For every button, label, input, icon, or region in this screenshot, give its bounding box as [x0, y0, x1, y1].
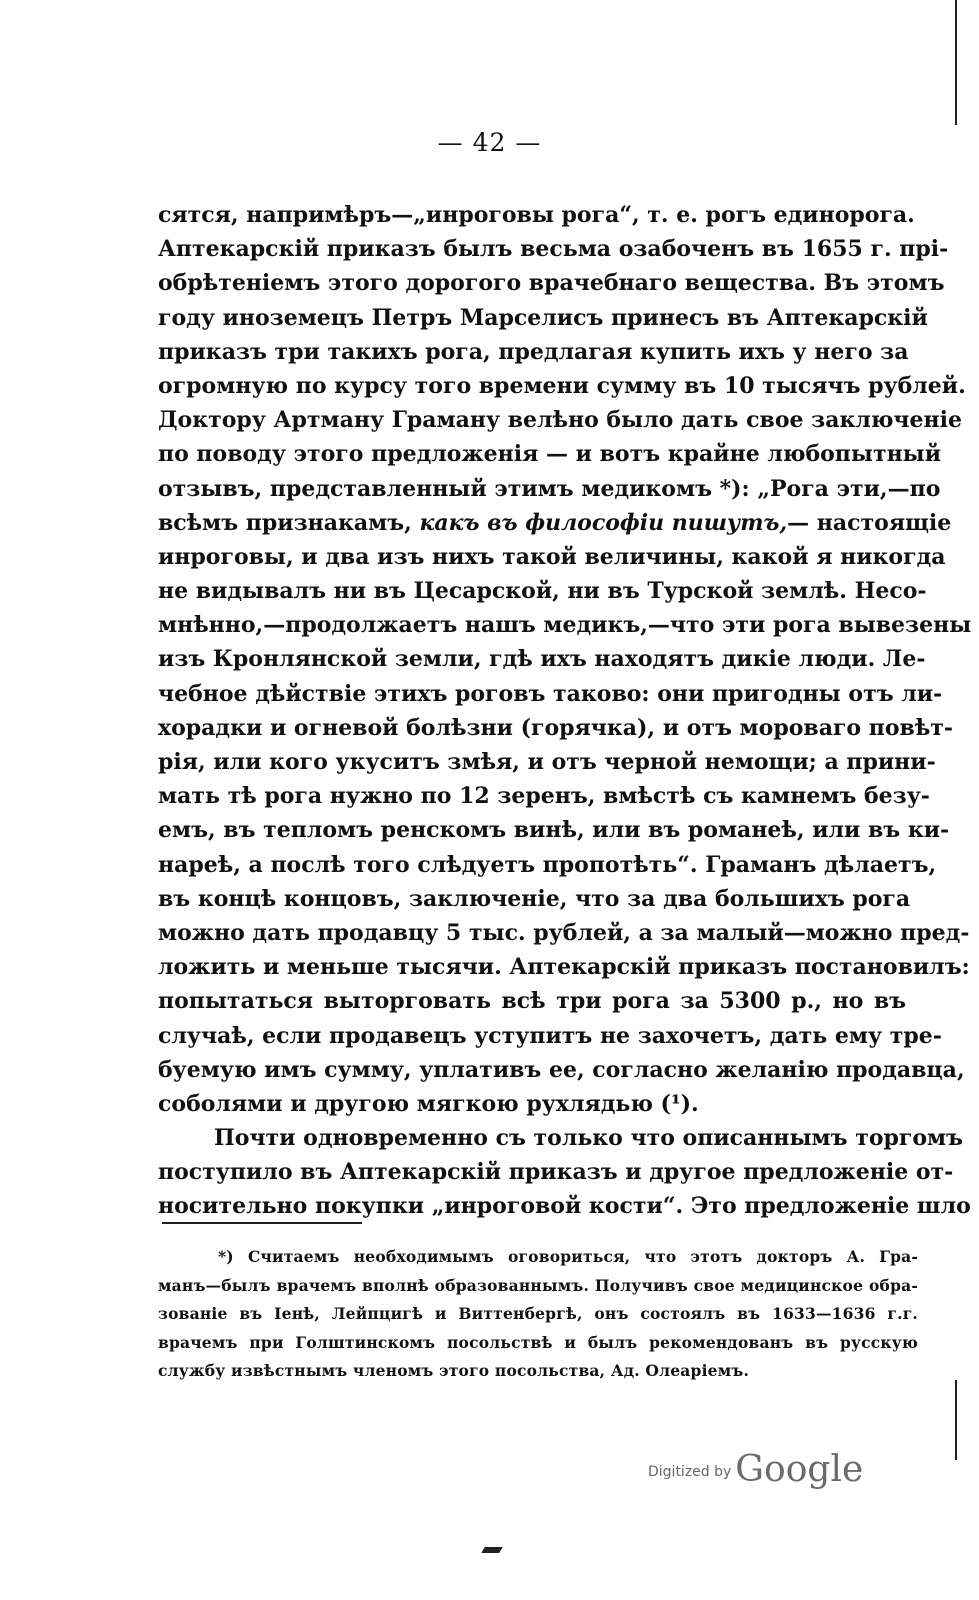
footnote-line: манъ—былъ врачемъ вполнѣ образованнымъ. Получивъ свое медицинское обра- — [158, 1275, 918, 1295]
text-line: году иноземецъ Петръ Марселисъ принесъ въ Аптекарскій — [158, 304, 928, 331]
text-line: чебное дѣйствіе этихъ роговъ таково: они пригодны отъ ли- — [158, 680, 943, 707]
text-line: ложить и меньше тысячи. Аптекарскій приказъ постановилъ: — [158, 954, 970, 981]
footnote-line: врачемъ при Голштинскомъ посольствѣ и былъ рекомендованъ въ русскую — [158, 1332, 918, 1352]
text-line: по поводу этого предложенія — и вотъ крайне любопытный — [158, 441, 942, 468]
text-line: Доктору Артману Граману велѣно было дать свое заключеніе — [158, 407, 962, 434]
text-line: рія, или кого укуситъ змѣя, и отъ черной немощи; а прини- — [158, 749, 936, 775]
footnote-line: *) Считаемъ необходимымъ оговориться, что этотъ докторъ А. Гра- — [218, 1247, 918, 1266]
text-line: хорадки и огневой болѣзни (горячка), и отъ мороваго повѣт- — [158, 714, 954, 741]
text-segment: всѣмъ признакамъ, — [158, 509, 420, 536]
text-line: приказъ три такихъ рога, предлагая купить ихъ у него за — [158, 338, 909, 365]
italic-phrase: какъ въ философіи пишутъ, — [419, 509, 788, 536]
footnote-line: зованіе въ Іенѣ, Лейпцигѣ и Виттенбергѣ, онъ состоялъ въ 1633—1636 г.г. — [158, 1304, 918, 1323]
text-line: носительно покупки „инроговой кости“. Это предложеніе шло — [158, 1193, 971, 1220]
text-line: поступило въ Аптекарскій приказъ и другое предложеніе от- — [158, 1159, 954, 1186]
text-line: мнѣнно,—продолжаетъ нашъ медикъ,—что эти рога вывезены — [158, 612, 972, 639]
scan-edge-line — [955, 0, 957, 125]
text-line: въ концѣ концовъ, заключеніе, что за два большихъ рога — [158, 885, 911, 912]
text-line: емъ, въ тепломъ ренскомъ винѣ, или въ романеѣ, или въ ки- — [158, 817, 950, 844]
page-number: — 42 — — [437, 128, 542, 157]
text-line: соболями и другою мягкою рухлядью (¹). — [158, 1090, 699, 1117]
digitized-by-google-watermark — [648, 1438, 863, 1488]
footnote-rule — [162, 1222, 362, 1224]
text-line: попытаться выторговать всѣ три рога за 5300 р., но въ — [158, 988, 906, 1015]
watermark-prefix: Digitized by — [648, 1464, 732, 1480]
text-line: мать тѣ рога нужно по 12 зеренъ, вмѣстѣ съ камнемъ безу- — [158, 783, 930, 810]
text-line — [158, 506, 952, 540]
text-line: можно дать продавцу 5 тыс. рублей, а за малый—можно пред- — [158, 919, 970, 946]
text-line: изъ Кронлянской земли, гдѣ ихъ находятъ дикіе люди. Ле- — [158, 646, 926, 673]
text-line: обрѣтеніемъ этого дорогого врачебнаго вещества. Въ этомъ — [158, 270, 945, 297]
text-line: Аптекарскій приказъ былъ весьма озабоченъ въ 1655 г. прі- — [158, 236, 949, 263]
text-line: инроговы, и два изъ нихъ такой величины, какой я никогда — [158, 543, 946, 570]
text-line: не видывалъ ни въ Цесарской, ни въ Турской землѣ. Несо- — [158, 578, 927, 605]
text-segment: — настоящіе — [787, 509, 952, 536]
text-line: буемую имъ сумму, уплативъ ее, согласно желанію продавца, — [158, 1056, 965, 1083]
text-line: отзывъ, представленный этимъ медикомъ *): „Рога эти,—по — [158, 475, 941, 502]
text-line: сятся, напримѣръ—„инроговы рога“, т. е. рогъ единорога. — [158, 202, 915, 228]
scan-edge-line — [955, 1380, 957, 1460]
text-line: огромную по курсу того времени сумму въ 10 тысячъ рублей. — [158, 372, 966, 399]
text-line: Почти одновременно съ только что описаннымъ торгомъ — [214, 1125, 964, 1152]
google-logo: Google — [735, 1449, 864, 1490]
scan-mark — [481, 1547, 502, 1553]
footnote-line: службу извѣстнымъ членомъ этого посольства, Ад. Олеаріемъ. — [158, 1361, 750, 1380]
footnote — [158, 1243, 918, 1386]
text-line: нареѣ, а послѣ того слѣдуетъ пропотѣть“. Граманъ дѣлаетъ, — [158, 851, 937, 878]
body-text — [158, 198, 972, 1224]
text-line: случаѣ, если продавецъ уступитъ не захочетъ, дать ему тре- — [158, 1022, 942, 1049]
